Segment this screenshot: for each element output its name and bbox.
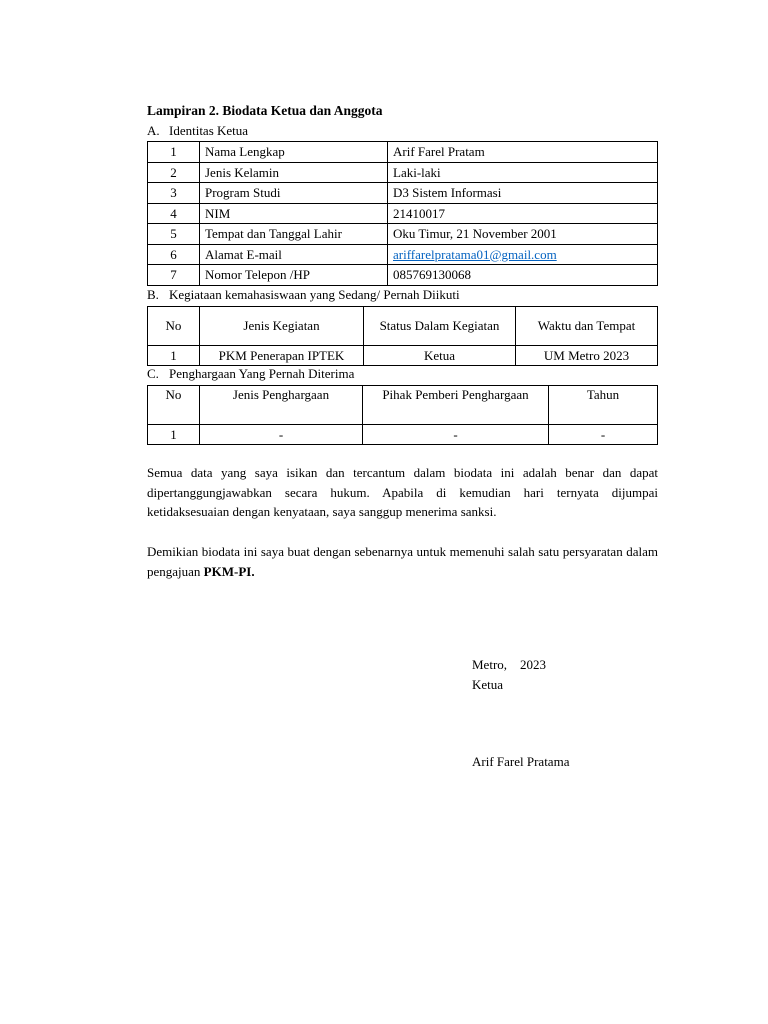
section-a-heading	[147, 123, 248, 139]
closing-text: Demikian biodata ini saya buat dengan sebenarnya untuk memenuhi salah satu persyaratan dalam pengajuan	[147, 544, 658, 579]
award-type: -	[200, 425, 363, 445]
document-title: Lampiran 2. Biodata Ketua dan Anggota	[147, 103, 383, 118]
declaration-paragraph: Semua data yang saya isikan dan tercantum dalam biodata ini adalah benar dan dapat dipertanggungjawabkan secara hukum. Apabila di kemudian hari ternyata dijumpai ketidaksesuaian dengan kenyataan, saya sanggup menerima sanksi.	[147, 465, 658, 519]
activity-type: PKM Penerapan IPTEK	[200, 346, 364, 366]
column-header: Waktu dan Tempat	[516, 307, 658, 346]
field-label: Tempat dan Tanggal Lahir	[200, 224, 388, 245]
field-label: Alamat E-mail	[200, 244, 388, 265]
column-header: Status Dalam Kegiatan	[364, 307, 516, 346]
column-header: Tahun	[549, 386, 658, 425]
section-b-letter: B.	[147, 287, 159, 302]
row-number: 3	[148, 183, 200, 204]
field-value: D3 Sistem Informasi	[388, 183, 658, 204]
field-label: Nomor Telepon /HP	[200, 265, 388, 286]
table-row	[148, 425, 658, 445]
email-link[interactable]: ariffarelpratama01@gmail.com	[393, 246, 557, 262]
row-number: 7	[148, 265, 200, 286]
field-value: 085769130068	[388, 265, 658, 286]
row-number: 2	[148, 162, 200, 183]
awards-table	[147, 385, 658, 445]
identity-table	[147, 141, 658, 286]
table-row	[148, 183, 658, 204]
signature-place-date: Metro, 2023	[472, 657, 547, 672]
award-giver: -	[363, 425, 549, 445]
row-number: 4	[148, 203, 200, 224]
row-number: 1	[148, 142, 200, 163]
section-c-letter: C.	[147, 366, 159, 381]
column-header: No	[148, 307, 200, 346]
table-row	[148, 346, 658, 366]
table-row	[148, 224, 658, 245]
table-row	[148, 244, 658, 265]
table-row	[148, 265, 658, 286]
activity-time-place: UM Metro 2023	[516, 346, 658, 366]
field-label: NIM	[200, 203, 388, 224]
section-c-heading	[147, 366, 354, 382]
row-number: 1	[148, 425, 200, 445]
award-year: -	[549, 425, 658, 445]
column-header: Jenis Penghargaan	[200, 386, 363, 425]
row-number: 6	[148, 244, 200, 265]
field-label: Nama Lengkap	[200, 142, 388, 163]
section-b-heading	[147, 287, 460, 303]
activities-table	[147, 306, 658, 366]
field-value: Laki-laki	[388, 162, 658, 183]
section-a-letter: A.	[147, 123, 160, 138]
table-row	[148, 162, 658, 183]
field-label: Jenis Kelamin	[200, 162, 388, 183]
row-number: 5	[148, 224, 200, 245]
table-header-row	[148, 307, 658, 346]
closing-bold-text: PKM-PI.	[203, 563, 255, 579]
closing-paragraph	[147, 542, 658, 581]
table-row	[148, 203, 658, 224]
row-number: 1	[148, 346, 200, 366]
section-b-label: Kegiataan kemahasiswaan yang Sedang/ Pernah Diikuti	[169, 287, 460, 302]
signature-name: Arif Farel Pratama	[472, 754, 570, 769]
column-header: Pihak Pemberi Penghargaan	[363, 386, 549, 425]
table-row	[148, 142, 658, 163]
signature-role: Ketua	[472, 677, 504, 692]
section-a-label: Identitas Ketua	[169, 123, 249, 138]
field-label: Program Studi	[200, 183, 388, 204]
column-header: No	[148, 386, 200, 425]
field-value: Oku Timur, 21 November 2001	[388, 224, 658, 245]
field-value: Arif Farel Pratam	[388, 142, 658, 163]
column-header: Jenis Kegiatan	[200, 307, 364, 346]
table-header-row	[148, 386, 658, 425]
email-cell	[388, 244, 658, 265]
activity-status: Ketua	[364, 346, 516, 366]
field-value: 21410017	[388, 203, 658, 224]
section-c-label: Penghargaan Yang Pernah Diterima	[169, 366, 355, 381]
